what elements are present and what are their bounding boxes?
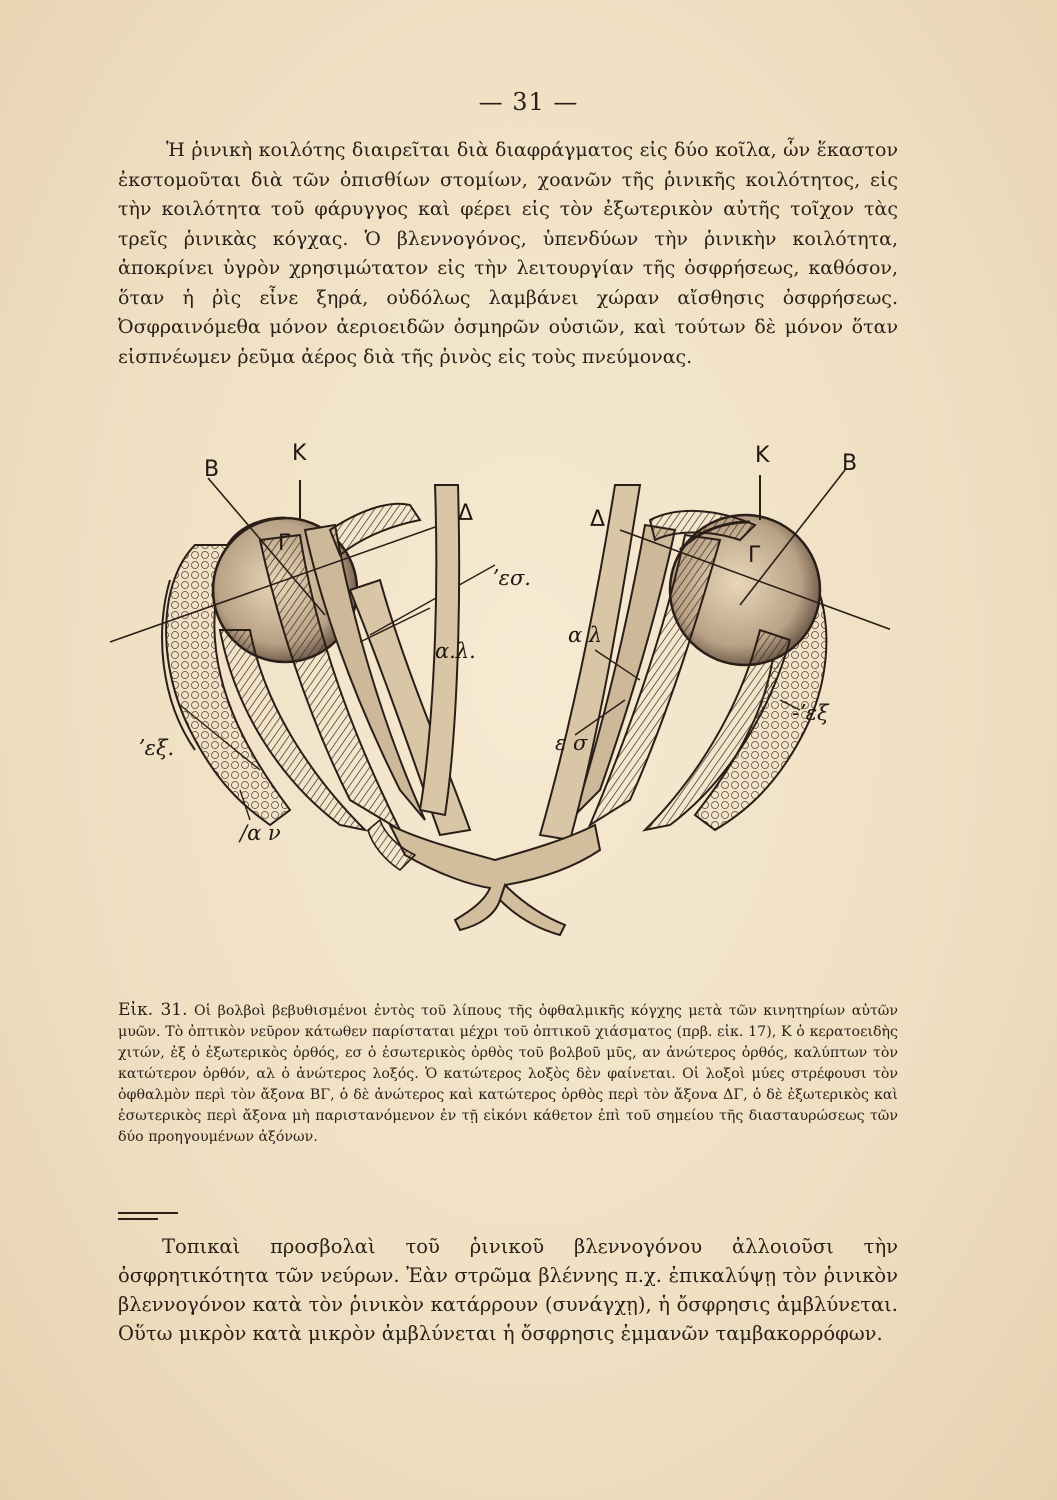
figure-eyeballs-illustration bbox=[100, 430, 890, 990]
label-D-right: Δ bbox=[590, 507, 606, 532]
label-B-right: B bbox=[842, 451, 858, 476]
caption-text: Οἱ βολβοὶ βεβυθισμένοι ἐντὸς τοῦ λίπους τῆς ὀφθαλμικῆς κόγχης μετὰ τῶν κινητηρίων αὐτῶν μυῶν. Τὸ ὀπτικὸν νεῦρον κάτωθεν παρίσταται μέχρι τοῦ ὀπτικοῦ χιάσματος (πρβ. εἰκ. 17), Κ ὁ κερατοειδὴς χιτών, ἐξ ὁ ἐξωτερικὸς ὀρθός, εσ ὁ ἐσωτερικὸς ὀρθὸς τοῦ βολβοῦ μῦς, αν ἀνώτερος ὀρθός, καλύπτων τὸν κατώτερον ὀρθόν, αλ ὁ ἀνώτερος λοξός. Ὁ κατώτερος λοξὸς δὲν φαίνεται. Οἱ λοξοὶ μύες στρέφουσι τὸν ὀφθαλμὸν περὶ τὸν ἄξονα ΒΓ, ὁ δὲ ἀνώτερος καὶ κατώτερος ὀρθὸς περὶ τὸν ἄξονα ΔΓ, ὁ δὲ ἐξωτερικὸς καὶ ἐσωτερικὸς περὶ ἄξονα μὴ παριστανόμενον ἐν τῇ εἰκόνι κάθετον ἐπὶ τοῦ σημείου τῆς διασταυρώσεως τῶν δύο προηγουμένων ἀξόνων. bbox=[118, 1003, 898, 1145]
label-K-right: K bbox=[755, 443, 770, 468]
label-D-left: Δ bbox=[458, 501, 474, 526]
figure-caption bbox=[118, 1000, 898, 1148]
page-number: — 31 — bbox=[478, 88, 579, 116]
label-an-left: /α ν bbox=[240, 821, 281, 845]
label-es-left: ʼεσ. bbox=[492, 566, 531, 590]
label-al-right: α λ bbox=[568, 623, 603, 647]
label-al-left: α.λ. bbox=[435, 639, 476, 663]
label-B-left: B bbox=[204, 457, 220, 482]
paragraph-local-affections: Τοπικαὶ προσβολαὶ τοῦ ῥινικοῦ βλεννογόνου ἀλλοιοῦσι τὴν ὀσφρητικότητα τῶν νεύρων. Ἐὰν στρῶμα βλέννης π.χ. ἐπικαλύψῃ τὸν ῥινικὸν βλεννογόνον κατὰ τὸν ῥινικὸν κατάρρουν (συνάγχῃ), ἡ ὄσφρησις ἀμβλύνεται. Οὕτω μικρὸν κατὰ μικρὸν ἀμβλύνεται ἡ ὄσφρησις ἐμμανῶν ταμβακορρόφων. bbox=[118, 1235, 898, 1345]
separator-rule bbox=[118, 1212, 178, 1214]
label-ex-left: ʼεξ. bbox=[138, 736, 175, 760]
caption-lead: Εἰκ. 31. bbox=[118, 1000, 188, 1020]
label-K-left: K bbox=[292, 441, 307, 466]
label-ex-right: -ʼεξ bbox=[792, 701, 829, 725]
label-G-right: Γ bbox=[748, 543, 761, 568]
optic-chiasm-drawing bbox=[368, 820, 600, 935]
paragraph-nasal-cavity: Ἡ ῥινικὴ κοιλότης διαιρεῖται διὰ διαφράγματος εἰς δύο κοῖλα, ὧν ἕκαστον ἐκστομοῦται διὰ τῶν ὀπισθίων στομίων, χοανῶν τῆς ῥινικῆς κοιλότητος, εἰς τὴν κοιλότητα τοῦ φάρυγγος καὶ φέρει εἰς τὸν ἐξωτερικὸν αὐτῆς τοῖχον τὰς τρεῖς ῥινικὰς κόγχας. Ὁ βλεννογόνος, ὑπενδύων τὴν ῥινικὴν κοιλότητα, ἀποκρίνει ὑγρὸν χρησιμώτατον εἰς τὴν λειτουργίαν τῆς ὀσφρήσεως, καθόσον, ὅταν ἡ ῥὶς εἶνε ξηρά, οὐδόλως λαμβάνει χώραν αἴσθησις ὀσφρήσεως. Ὀσφραινόμεθα μόνον ἀεριοειδῶν ὀσμηρῶν οὐσιῶν, καὶ τούτων δὲ μόνον ὅταν εἰσπνέωμεν ῥεῦμα ἀέρος διὰ τῆς ῥινὸς εἰς τοὺς πνεύμονας. bbox=[118, 139, 898, 368]
separator-rule bbox=[118, 1218, 158, 1220]
label-G-left: Γ bbox=[278, 531, 291, 556]
label-es-right: ε σ bbox=[555, 731, 588, 755]
